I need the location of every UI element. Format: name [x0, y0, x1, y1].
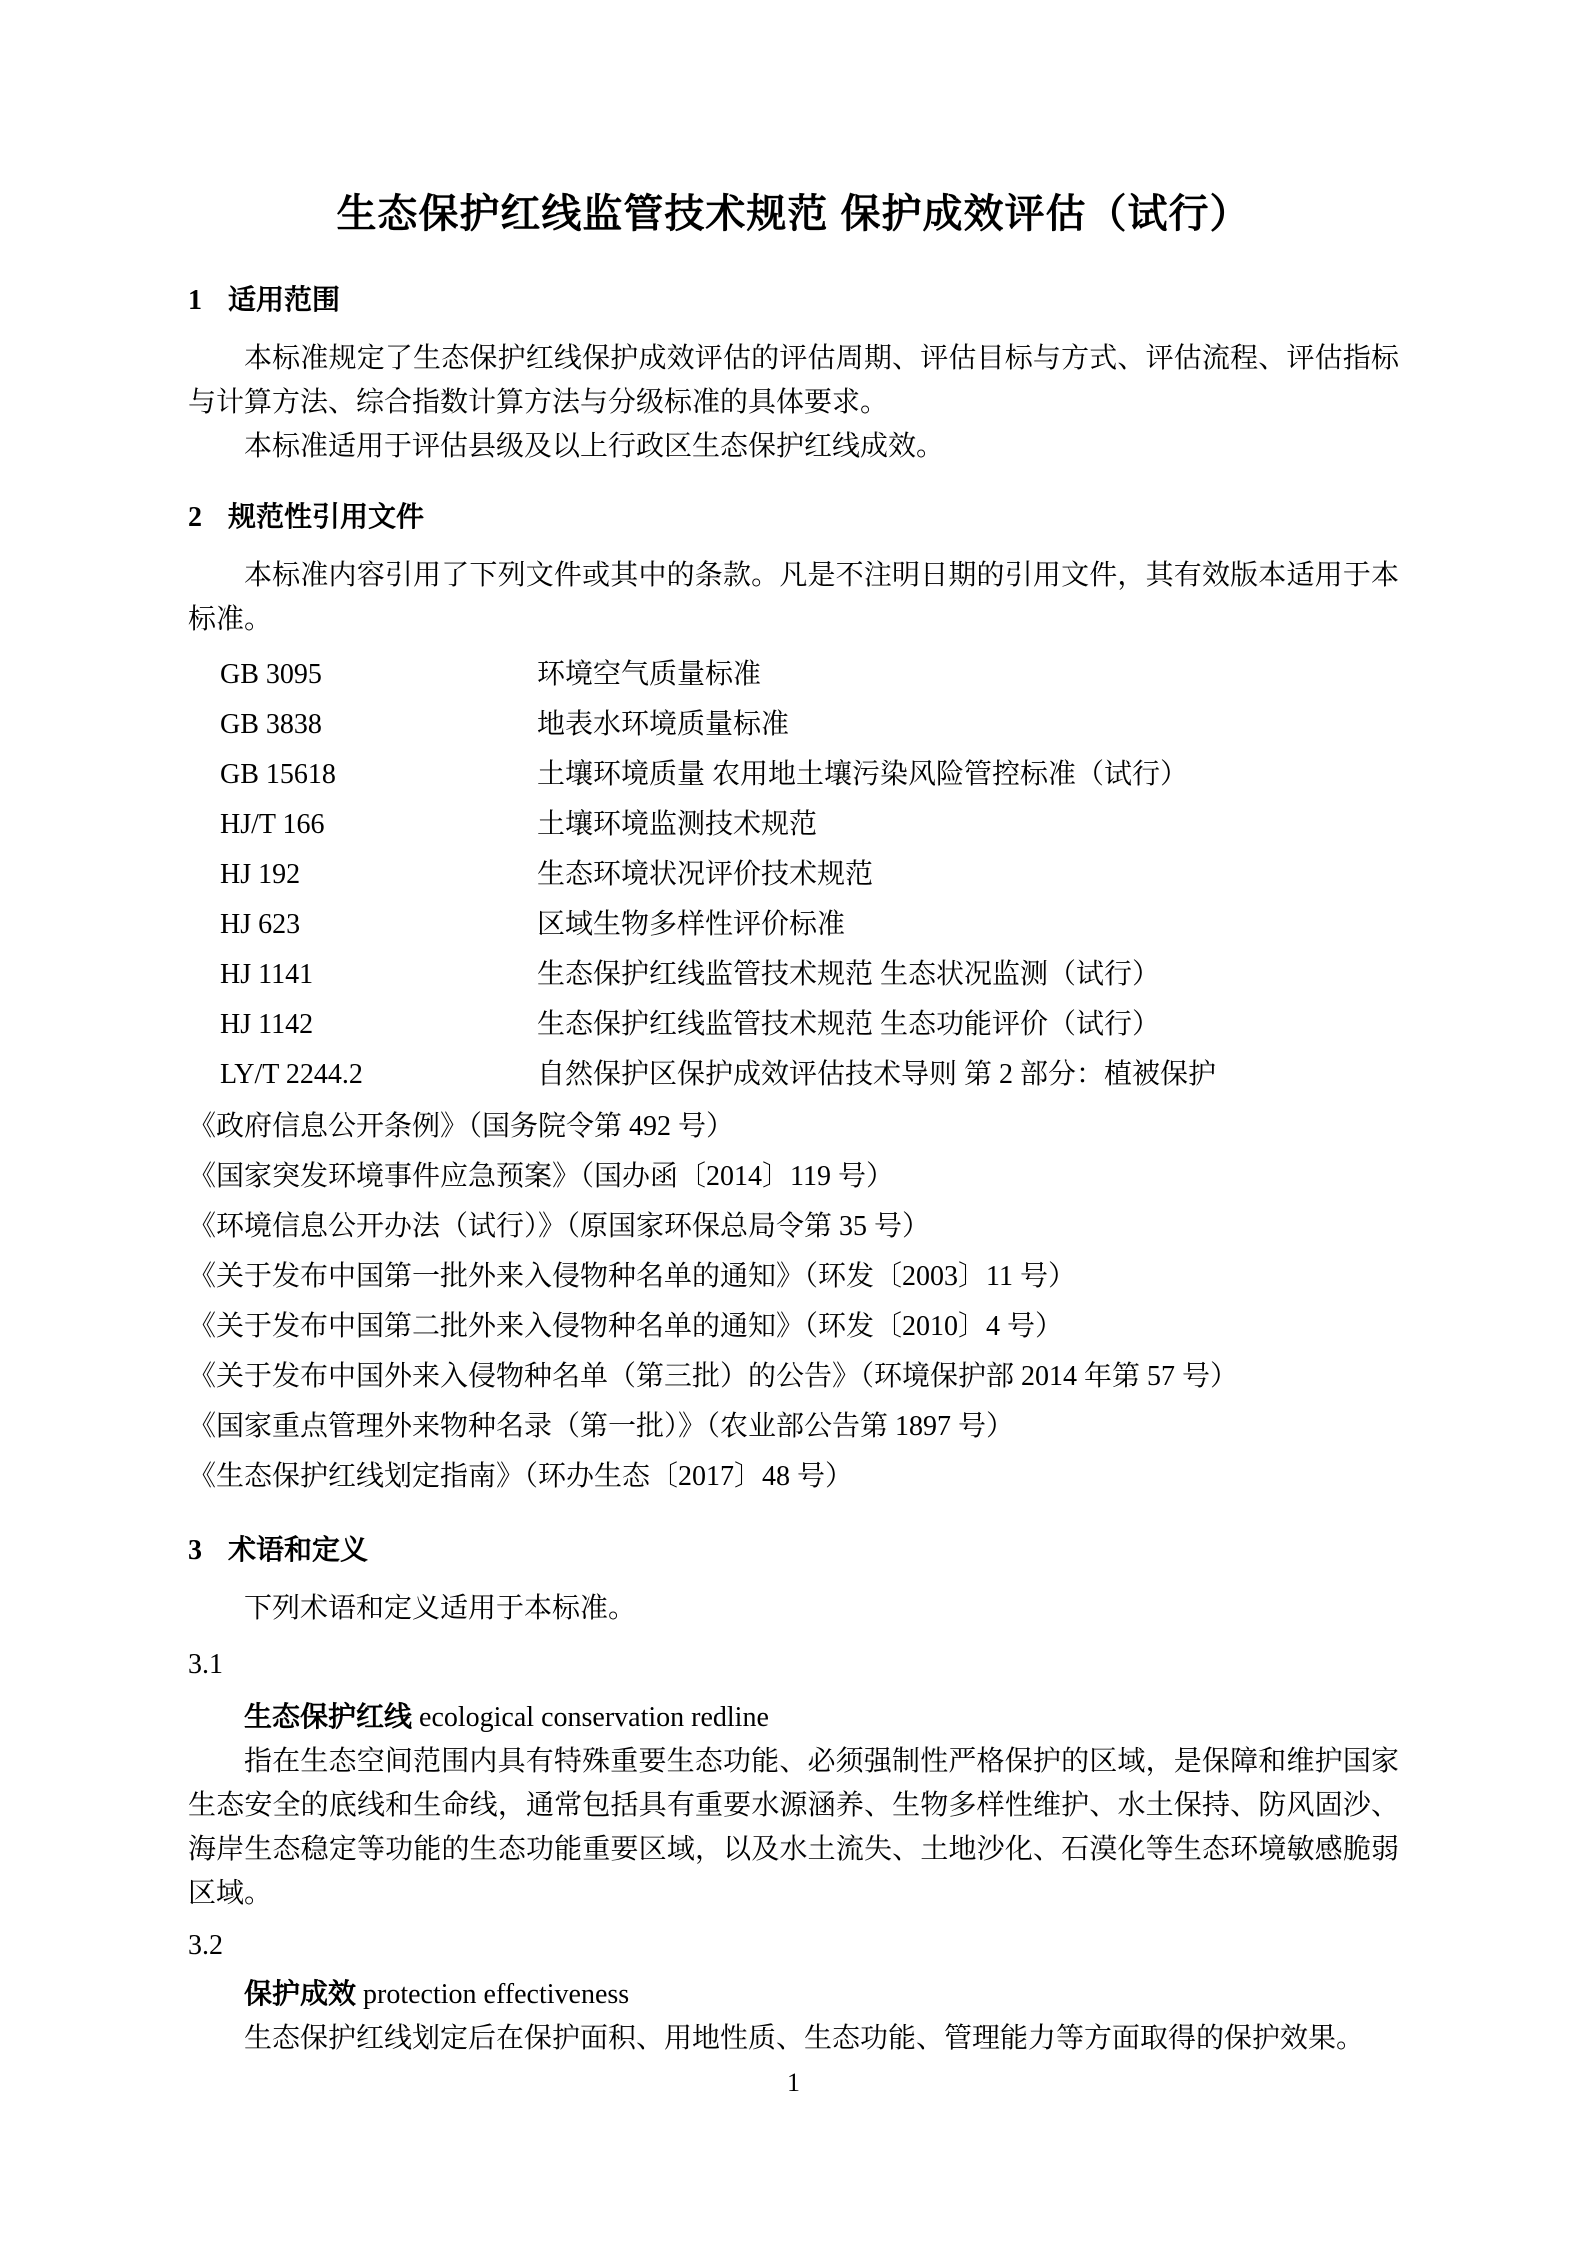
- standard-title: 生态环境状况评价技术规范: [537, 859, 874, 890]
- standard-code: HJ/T 166: [220, 809, 325, 840]
- section-number: 3: [188, 1535, 202, 1566]
- standard-code: HJ 623: [220, 909, 301, 940]
- term-en: protection effectiveness: [363, 1979, 630, 2010]
- standard-code: GB 3095: [220, 659, 322, 690]
- standard-code: GB 3838: [220, 709, 322, 740]
- term-zh: 生态保护红线: [244, 1701, 413, 1732]
- document-ref: 《政府信息公开条例》（国务院令第 492 号）: [188, 1111, 735, 1142]
- term-row: [188, 1695, 1399, 1740]
- standard-code: LY/T 2244.2: [220, 1059, 363, 1090]
- page-content: [188, 0, 1399, 2105]
- document-reference-list: [188, 1102, 1399, 1502]
- standard-code: HJ 192: [220, 859, 301, 890]
- standard-ref-row: [220, 800, 1399, 850]
- term-en: ecological conservation redline: [419, 1702, 769, 1733]
- term-zh: 保护成效: [244, 1978, 357, 2009]
- standard-ref-row: [220, 1000, 1399, 1050]
- standard-title: 生态保护红线监管技术规范 生态功能评价（试行）: [537, 1009, 1161, 1040]
- standard-code: HJ 1142: [220, 1009, 314, 1040]
- section-number: 1: [188, 285, 202, 316]
- doc-title: 生态保护红线监管技术规范 保护成效评估（试行）: [336, 192, 1251, 236]
- document-ref: 《生态保护红线划定指南》（环办生态〔2017〕48 号）: [188, 1461, 854, 1492]
- document-ref: 《关于发布中国外来入侵物种名单（第三批）的公告》（环境保护部 2014 年第 57 号）: [188, 1361, 1239, 1392]
- paragraph: 本标准内容引用了下列文件或其中的条款。凡是不注明日期的引用文件，其有效版本适用于本标准。: [188, 560, 1399, 635]
- standard-ref-row: [220, 650, 1399, 700]
- standard-title: 生态保护红线监管技术规范 生态状况监测（试行）: [537, 959, 1161, 990]
- paragraph: 下列术语和定义适用于本标准。: [244, 1593, 637, 1624]
- paragraph: 本标准适用于评估县级及以上行政区生态保护红线成效。: [244, 431, 945, 462]
- standard-code: GB 15618: [220, 759, 336, 790]
- clause-number: 3.2: [188, 1930, 223, 1961]
- term-definition: 指在生态空间范围内具有特殊重要生态功能、必须强制性严格保护的区域，是保障和维护国家生态安全的底线和生命线，通常包括具有重要水源涵养、生物多样性维护、水土保持、防风固沙、海岸生态稳定等功能的生态功能重要区域，以及水土流失、土地沙化、石漠化等生态环境敏感脆弱区域。: [188, 1746, 1399, 1909]
- standard-code: HJ 1141: [220, 959, 314, 990]
- standard-reference-list: [188, 650, 1399, 1100]
- standard-title: 土壤环境质量 农用地土壤污染风险管控标准（试行）: [537, 759, 1189, 790]
- page-number: 1: [787, 2068, 800, 2097]
- standard-title: 地表水环境质量标准: [537, 709, 790, 740]
- section-heading-1: [188, 280, 1399, 321]
- standard-ref-row: [220, 900, 1399, 950]
- section-heading-text: 规范性引用文件: [228, 501, 425, 532]
- section-heading-3: [188, 1530, 1399, 1571]
- clause-number: 3.1: [188, 1649, 223, 1680]
- standard-title: 自然保护区保护成效评估技术导则 第 2 部分：植被保护: [537, 1059, 1217, 1090]
- standard-ref-row: [220, 950, 1399, 1000]
- document-ref: 《国家突发环境事件应急预案》（国办函〔2014〕119 号）: [188, 1161, 894, 1192]
- standard-ref-row: [220, 750, 1399, 800]
- standard-title: 区域生物多样性评价标准: [537, 909, 846, 940]
- term-definition: 生态保护红线划定后在保护面积、用地性质、生态功能、管理能力等方面取得的保护效果。: [244, 2023, 1365, 2054]
- standard-title: 土壤环境监测技术规范: [537, 809, 818, 840]
- section-heading-text: 适用范围: [228, 284, 341, 315]
- document-ref: 《关于发布中国第一批外来入侵物种名单的通知》（环发〔2003〕11 号）: [188, 1261, 1076, 1292]
- section-heading-2: [188, 497, 1399, 538]
- paragraph: 本标准规定了生态保护红线保护成效评估的评估周期、评估目标与方式、评估流程、评估指标与计算方法、综合指数计算方法与分级标准的具体要求。: [188, 343, 1399, 418]
- standard-ref-row: [220, 850, 1399, 900]
- standard-ref-row: [220, 700, 1399, 750]
- document-ref: 《国家重点管理外来物种名录（第一批）》（农业部公告第 1897 号）: [188, 1411, 1015, 1442]
- section-number: 2: [188, 502, 202, 533]
- section-heading-text: 术语和定义: [228, 1534, 369, 1565]
- standard-ref-row: [220, 1050, 1399, 1100]
- term-row: [188, 1972, 1399, 2017]
- standard-title: 环境空气质量标准: [537, 659, 762, 690]
- document-ref: 《关于发布中国第二批外来入侵物种名单的通知》（环发〔2010〕4 号）: [188, 1311, 1064, 1342]
- document-ref: 《环境信息公开办法（试行）》（原国家环保总局令第 35 号）: [188, 1211, 931, 1242]
